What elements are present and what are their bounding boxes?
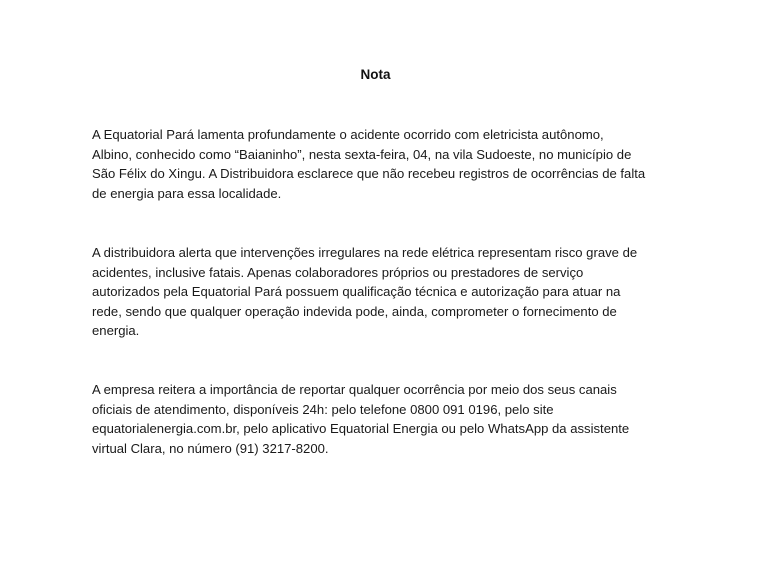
paragraph-line: virtual Clara, no número (91) 3217-8200. [92, 440, 329, 456]
paragraph-line: A Equatorial Pará lamenta profundamente o acidente ocorrido com eletricista autônomo, [92, 127, 604, 142]
paragraph-line: oficiais de atendimento, disponíveis 24h: pelo telefone 0800 091 0196, pelo site [92, 401, 554, 417]
paragraph-3 [92, 380, 672, 458]
paragraph-1 [92, 125, 672, 203]
paragraph-2 [92, 243, 672, 341]
paragraph-line: energia. [92, 323, 140, 339]
paragraph-line: de energia para essa localidade. [92, 185, 282, 201]
paragraph-line: São Félix do Xingu. A Distribuidora esclarece que não recebeu registros de ocorrências de falta [92, 166, 646, 182]
paragraph-line: A distribuidora alerta que intervenções irregulares na rede elétrica representam risco grave de [92, 245, 638, 260]
paragraph-line: Albino, conhecido como “Baianinho”, nesta sexta-feira, 04, na vila Sudoeste, no município de [92, 146, 632, 162]
paragraph-line: rede, sendo que qualquer operação indevida pode, ainda, comprometer o fornecimento de [92, 303, 617, 319]
paragraph-line: acidentes, inclusive fatais. Apenas colaboradores próprios ou prestadores de serviço [92, 264, 584, 280]
paragraph-line: A empresa reitera a importância de reportar qualquer ocorrência por meio dos seus canais [92, 382, 617, 397]
paragraph-line: equatorialenergia.com.br, pelo aplicativo Equatorial Energia ou pelo WhatsApp da assistente [92, 421, 630, 437]
paragraph-line: autorizados pela Equatorial Pará possuem qualificação técnica e autorização para atuar na [92, 284, 621, 300]
page-title: Nota [360, 67, 391, 82]
